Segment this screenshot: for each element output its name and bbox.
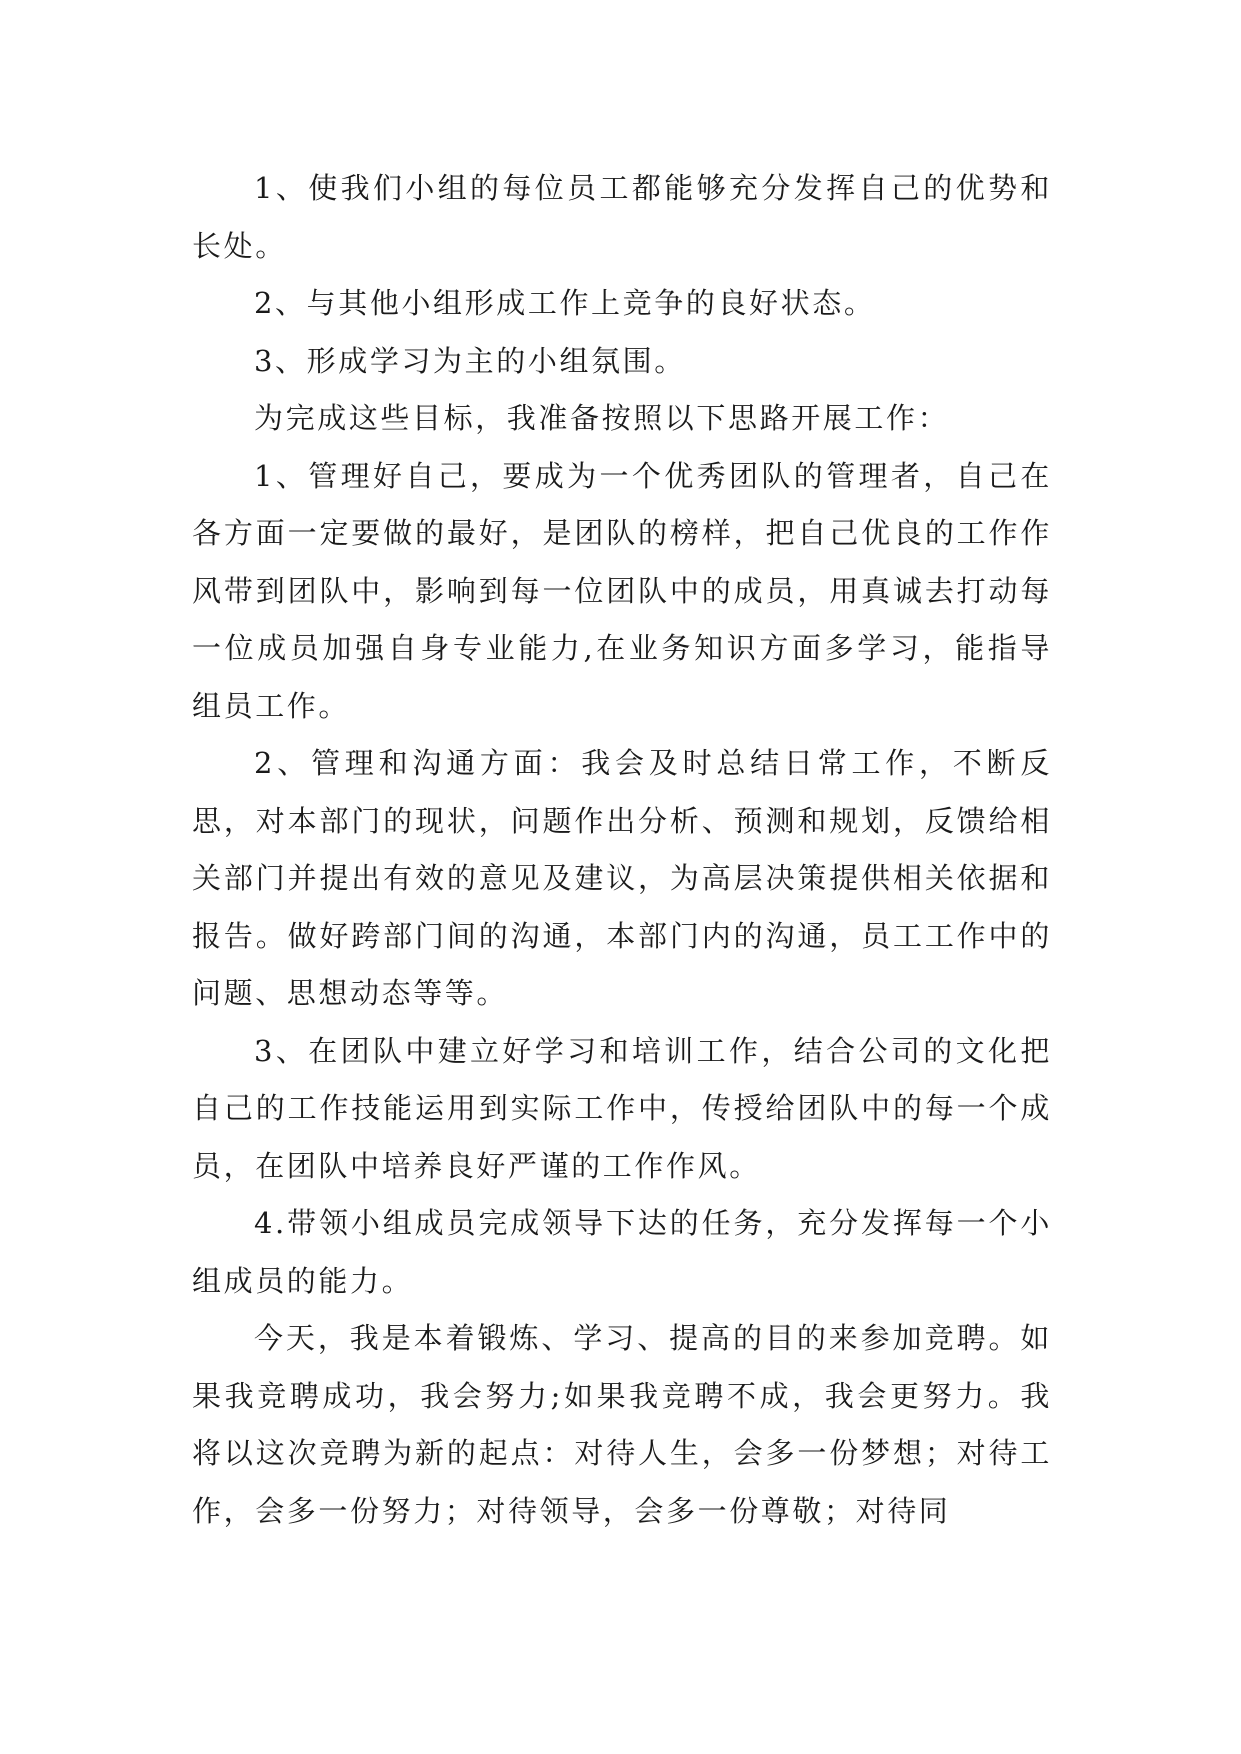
paragraph-goal-3: 3、形成学习为主的小组氛围。 (254, 343, 686, 378)
paragraph-approach-intro: 为完成这些目标，我准备按照以下思路开展工作： (254, 401, 950, 435)
paragraph-goal-1: 1、使我们小组的每位员工都能够充分发挥自己的优势和长处。 (192, 171, 1052, 263)
paragraph-closing: 今天，我是本着锻炼、学习、提高的目的来参加竞聘。如果我竞聘成功，我会努力;如果我竞聘不成，我会更努力。我将以这次竞聘为新的起点：对待人生，会多一份梦想；对待工作，会多一份努力；对待领导，会多一份尊敬；对待同 (192, 1321, 1052, 1528)
paragraph-approach-1: 1、管理好自己，要成为一个优秀团队的管理者，自己在各方面一定要做的最好，是团队的榜样，把自己优良的工作作风带到团队中，影响到每一位团队中的成员，用真诚去打动每一位成员加强自身专业能力,在业务知识方面多学习，能指导组员工作。 (192, 458, 1052, 723)
paragraph-approach-3: 3、在团队中建立好学习和培训工作，结合公司的文化把自己的工作技能运用到实际工作中，传授给团队中的每一个成员，在团队中培养良好严谨的工作作风。 (192, 1033, 1052, 1183)
paragraph-goal-2: 2、与其他小组形成工作上竞争的良好状态。 (254, 286, 876, 320)
document-body (192, 160, 1052, 1540)
paragraph-approach-2: 2、管理和沟通方面：我会及时总结日常工作，不断反思，对本部门的现状，问题作出分析、预测和规划，反馈给相关部门并提出有效的意见及建议，为高层决策提供相关依据和报告。做好跨部门间的沟通，本部门内的沟通，员工工作中的问题、思想动态等等。 (192, 746, 1052, 1010)
paragraph-approach-4: 4.带领小组成员完成领导下达的任务，充分发挥每一个小组成员的能力。 (192, 1206, 1052, 1298)
